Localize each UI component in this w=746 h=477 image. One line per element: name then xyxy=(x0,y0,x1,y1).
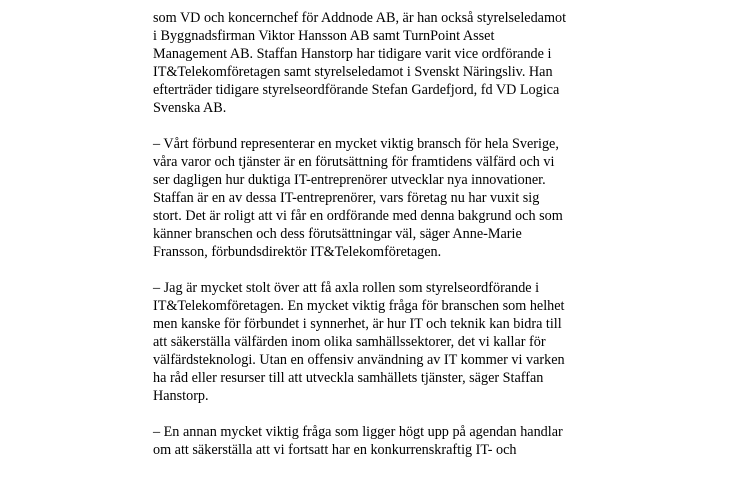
text-line: Management AB. Staffan Hanstorp har tidigare varit vice ordförande i xyxy=(153,46,552,62)
text-line: men kanske för förbundet i synnerhet, är hur IT och teknik kan bidra till xyxy=(153,316,562,332)
paragraph-board-background xyxy=(153,0,613,117)
text-line: – Jag är mycket stolt över att få axla rollen som styrelseordförande i xyxy=(153,280,540,296)
text-line: stort. Det är roligt att vi får en ordförande med denna bakgrund och som xyxy=(153,208,563,224)
text-line: ser dagligen hur duktiga IT-entreprenörer utvecklar nya innovationer. xyxy=(153,172,546,188)
text-line: i Byggnadsfirman Viktor Hansson AB samt TurnPoint Asset xyxy=(153,28,495,44)
text-line: om att säkerställa att vi fortsatt har en konkurrenskraftig IT- och xyxy=(153,442,517,458)
text-line: ha råd eller resurser till att utveckla samhällets tjänster, säger Staffan xyxy=(153,370,544,386)
text-line: våra varor och tjänster är en förutsättning för framtidens välfärd och vi xyxy=(153,154,555,170)
text-line: välfärdsteknologi. Utan en offensiv användning av IT kommer vi varken xyxy=(153,352,565,368)
text-line: Hanstorp. xyxy=(153,388,209,404)
press-release-body xyxy=(153,0,613,477)
paragraph-quote-hanstorp xyxy=(153,279,613,405)
text-line: IT&Telekomföretagen samt styrelseledamot i Svenskt Näringsliv. Han xyxy=(153,64,553,80)
text-line: känner branschen och dess förutsättningar väl, säger Anne-Marie xyxy=(153,226,522,242)
text-line: Svenska AB. xyxy=(153,100,227,116)
text-line: som VD och koncernchef för Addnode AB, är han också styrelseledamot xyxy=(153,10,567,26)
paragraph-agenda xyxy=(153,423,613,459)
text-line: efterträder tidigare styrelseordförande Stefan Gardefjord, fd VD Logica xyxy=(153,82,560,98)
text-line: – En annan mycket viktig fråga som ligger högt upp på agendan handlar xyxy=(153,424,563,440)
text-line: Staffan är en av dessa IT-entreprenörer, vars företag nu har vuxit sig xyxy=(153,190,540,206)
paragraph-quote-fransson xyxy=(153,135,613,261)
text-line: Fransson, förbundsdirektör IT&Telekomföretagen. xyxy=(153,244,442,260)
text-line: att säkerställa välfärden inom olika samhällssektorer, det vi kallar för xyxy=(153,334,546,350)
text-line: – Vårt förbund representerar en mycket viktig bransch för hela Sverige, xyxy=(153,136,559,152)
text-line: IT&Telekomföretagen. En mycket viktig fråga för branschen som helhet xyxy=(153,298,565,314)
